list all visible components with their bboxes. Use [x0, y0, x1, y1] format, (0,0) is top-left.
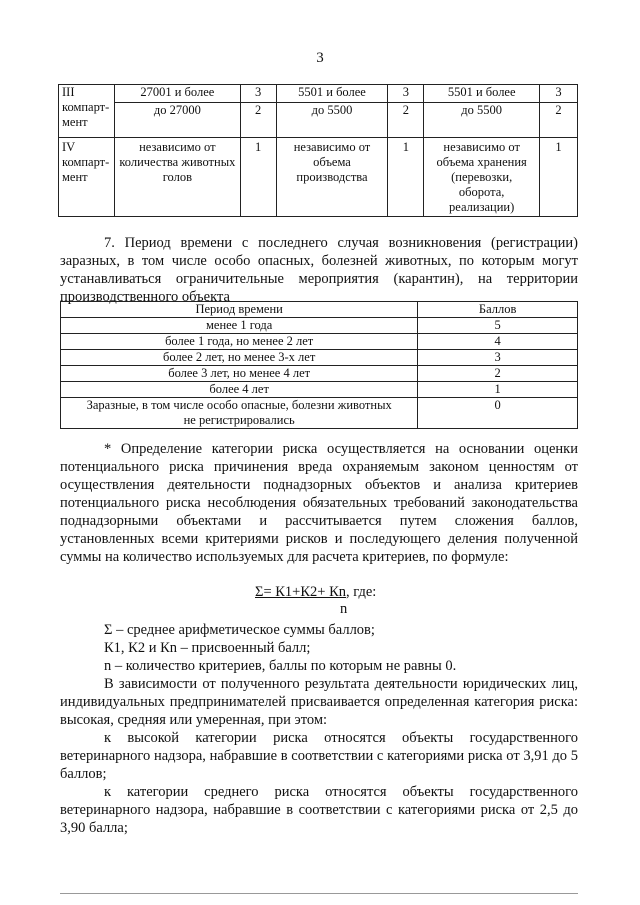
table-cell: до 5500: [276, 103, 388, 138]
table-cell: более 2 лет, но менее 3-х лет: [61, 350, 418, 366]
page-number: 3: [316, 50, 324, 66]
table-cell: 3: [540, 85, 578, 103]
table-cell: более 1 года, но менее 2 лет: [61, 334, 418, 350]
table-cell: Заразные, в том числе особо опасные, болезни животных не регистрировались: [61, 398, 418, 429]
table-cell: 0: [418, 398, 578, 429]
header-cell: Период времени: [61, 302, 418, 318]
table-cell: 3: [388, 85, 424, 103]
item-7-paragraph: [60, 234, 578, 306]
period-points-table: [60, 301, 578, 429]
table-cell: более 4 лет: [61, 382, 418, 398]
table-cell: более 3 лет, но менее 4 лет: [61, 366, 418, 382]
label-line: III: [62, 85, 75, 99]
table-row: [61, 398, 578, 429]
table-cell: независимо от объема производства: [276, 138, 388, 217]
header-cell: Баллов: [418, 302, 578, 318]
formula-suffix: , где:: [346, 584, 377, 600]
item-7-text: 7. Период времени с последнего случая возникновения (регистрации) заразных, в том числе особо опасных, болезней животных, по которым могут устанавливаться ограничительные мероприятия (карантин), на территории производственного объекта: [60, 235, 578, 305]
table-cell: 4: [418, 334, 578, 350]
risk-paragraph: к высокой категории риска относятся объекты государственного ветеринарного надзора, набравшие в соответствии с категориями риска от 3,91 до 5 баллов;: [60, 730, 578, 782]
table-row: [61, 350, 578, 366]
table-row: [59, 85, 578, 103]
label-line: мент: [62, 115, 88, 129]
label-line: компарт-: [62, 100, 110, 114]
table-cell: 1: [540, 138, 578, 217]
table-cell: 1: [418, 382, 578, 398]
formula-denominator: n: [340, 601, 348, 617]
table-cell: 2: [240, 103, 276, 138]
compartment-table: [58, 84, 578, 217]
table-cell: до 5500: [424, 103, 540, 138]
table-cell: 2: [418, 366, 578, 382]
definition-line: n – количество критериев, баллы по которым не равны 0.: [104, 658, 457, 674]
definition-line: К1, К2 и Кn – присвоенный балл;: [104, 640, 311, 656]
table-row: [61, 334, 578, 350]
definition-line: Σ – среднее арифметическое суммы баллов;: [104, 622, 375, 638]
note-paragraph: [60, 440, 578, 566]
note-text: * Определение категории риска осуществляется на основании оценки потенциального риска причинения вреда охраняемым законом ценностям от осуществления деятельности поднадзорных объектов и анализа критериев потенциального риска несоблюдения обязательных требований законодательства поднадзорными объектами и рассчитывается путем сложения баллов, установленных всеми критериями рисков и последующего деления полученной суммы на количество используемых для расчета критериев, по формуле:: [60, 441, 578, 565]
label-line: IV: [62, 140, 76, 154]
table-cell: независимо от количества животных голов: [114, 138, 240, 217]
table-row: [59, 138, 578, 217]
table-cell: до 27000: [114, 103, 240, 138]
risk-paragraph: В зависимости от полученного результата деятельности юридических лиц, индивидуальных предпринимателей присваивается определенная категория риска: высокая, средняя или умеренная, при этом:: [60, 676, 578, 728]
table-row: [61, 318, 578, 334]
table-cell: 5: [418, 318, 578, 334]
label-line: компарт-: [62, 155, 110, 169]
table-cell: независимо от объема хранения (перевозки, оборота, реализации): [424, 138, 540, 217]
table-cell: 1: [240, 138, 276, 217]
risk-paragraph: к категории среднего риска относятся объекты государственного ветеринарного надзора, набравшие в соответствии с категориями риска от 2,5 до 3,90 балла;: [60, 784, 578, 836]
table-row: [59, 103, 578, 138]
table-cell: 5501 и более: [424, 85, 540, 103]
table-cell: 3: [240, 85, 276, 103]
table-cell: 5501 и более: [276, 85, 388, 103]
formula-numerator: Σ= К1+К2+ Кn: [255, 584, 346, 600]
table-cell: 2: [540, 103, 578, 138]
table-cell: 3: [418, 350, 578, 366]
table-cell: 1: [388, 138, 424, 217]
row-label: [59, 85, 115, 138]
table-header-row: [61, 302, 578, 318]
label-line: мент: [62, 170, 88, 184]
table-cell: 27001 и более: [114, 85, 240, 103]
table-cell: 2: [388, 103, 424, 138]
table-row: [61, 382, 578, 398]
table-row: [61, 366, 578, 382]
definitions: [60, 621, 578, 837]
table-cell: менее 1 года: [61, 318, 418, 334]
page-bottom-rule: [60, 893, 578, 894]
row-label: [59, 138, 115, 217]
